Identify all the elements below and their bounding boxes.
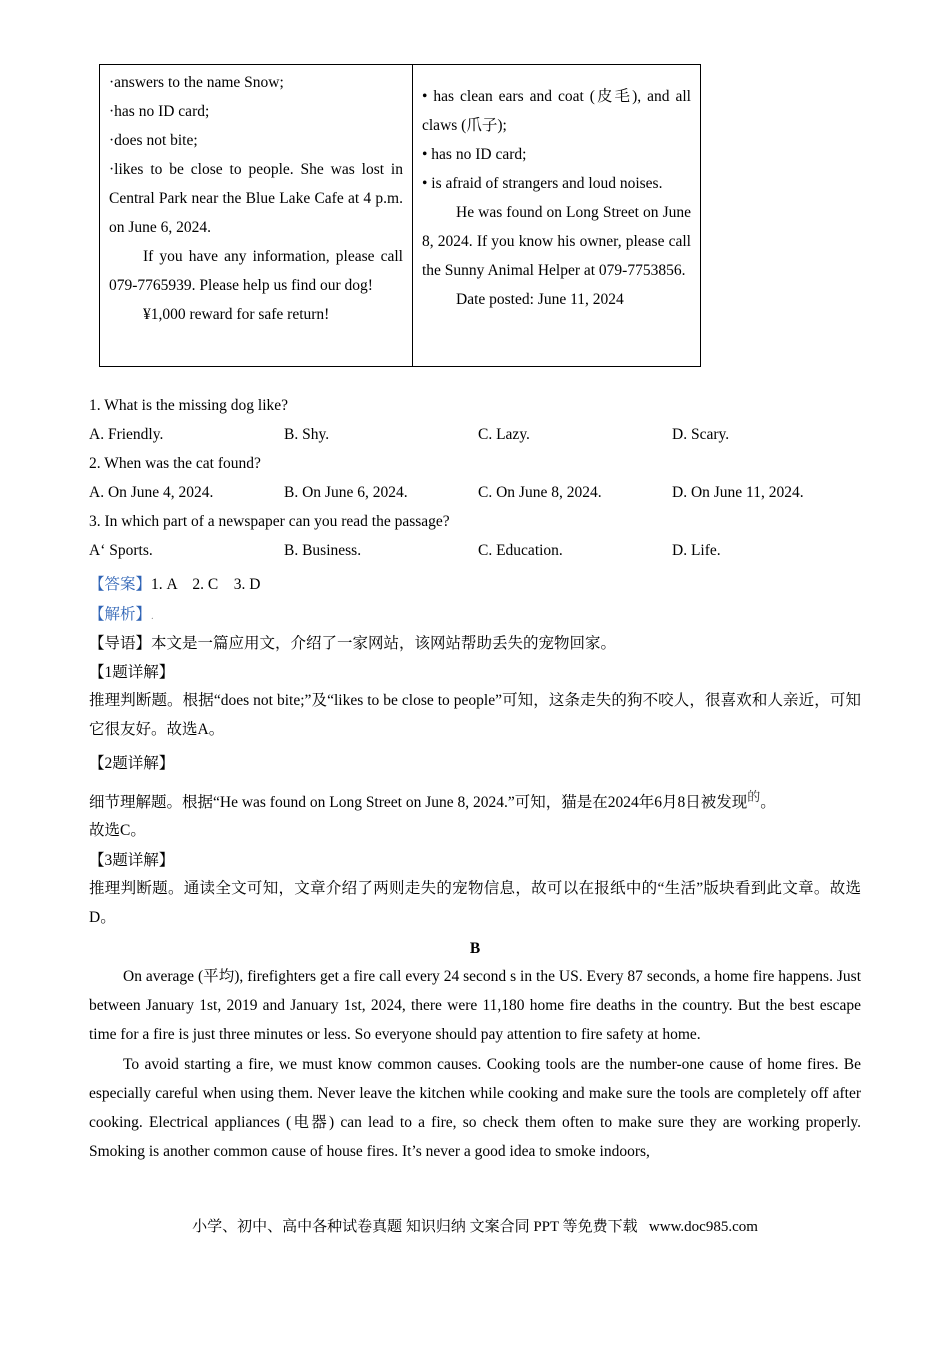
notice-line: • is afraid of strangers and loud noises. — [422, 175, 663, 192]
q1-detail-body — [89, 686, 861, 744]
q2-detail-choice: 故选C。 — [89, 822, 146, 839]
option-3b: B. Business. — [284, 542, 362, 559]
notice-contact: If you have any information, please call 079-7765939. Please help us find our dog! — [109, 248, 403, 294]
notice-line: ·likes to be close to people. She was lost in Central Park near the Blue Lake Cafe at 4 p.m. on June 6, 2024. — [109, 161, 403, 236]
passage-paragraph-2: To avoid starting a fire, we must know common causes. Cooking tools are the number-one cause of home fires. Be especially careful when using them. Never leave the kitchen while cooking and make sure the tools are completely off after cooking. Electrical appliances (电器) can lead to a fire, so check them often to make sure they are working properly. Smoking is another common cause of house fires. It’s never a good idea to smoke indoors, — [89, 1055, 861, 1161]
option-3a: Aʻ Sports. — [89, 542, 153, 559]
q1-detail-text: 推理判断题。根据“does not bite;”及“likes to be close to people”可知，这条走失的狗不咬人，很喜欢和人亲近，可知它很友好。故选A。 — [89, 692, 861, 739]
q1-detail-title: 【1题详解】 — [89, 664, 175, 681]
lost-dog-notice — [100, 65, 413, 366]
notice-date: Date posted: June 11, 2024 — [456, 291, 624, 308]
answer-label: 【答案】 — [89, 576, 152, 593]
notice-line: • has no ID card; — [422, 146, 527, 163]
option-1d: D. Scary. — [672, 426, 730, 443]
question-2: 2. When was the cat found? — [89, 455, 261, 472]
notice-line: ·answers to the name Snow; — [109, 74, 284, 91]
q3-detail-title: 【3题详解】 — [89, 852, 175, 869]
answer-text: 1. A 2. C 3. D — [151, 576, 261, 593]
notice-line: ·has no ID card; — [109, 103, 210, 120]
notice-line: ·does not bite; — [109, 132, 198, 149]
option-2d: D. On June 11, 2024. — [672, 484, 804, 501]
section-b-passage — [89, 962, 861, 1166]
q3-detail-body — [89, 874, 861, 932]
notice-reward: ¥1,000 reward for safe return! — [143, 306, 330, 323]
option-1b: B. Shy. — [284, 426, 330, 443]
notice-table — [99, 64, 701, 367]
analysis-label-line — [89, 602, 154, 624]
found-cat-notice — [413, 65, 700, 366]
page-footer: 小学、初中、高中各种试卷真题 知识归纳 文案合同 PPT 等免费下载 www.doc985.com — [192, 1219, 758, 1235]
analysis-intro: 【导语】本文是一篇应用文，介绍了一家网站，该网站帮助丢失的宠物回家。 — [89, 635, 617, 652]
passage-paragraph-1: On average (平均), firefighters get a fire call every 24 second s in the US. Every 87 seconds, a home fire happens. Just between January 1st, 2019 and January 1st, 2024, there were 11,180 home fire deaths in the country. But the best escape time for a fire is just three minutes or less. So everyone should pay attention to fire safety at home. — [89, 968, 861, 1044]
q2-detail-de: 的 — [747, 789, 761, 804]
analysis-label: 【解析】 — [89, 606, 152, 623]
question-1: 1. What is the missing dog like? — [89, 397, 289, 414]
option-2b: B. On June 6, 2024. — [284, 484, 408, 501]
option-3d: D. Life. — [672, 542, 721, 559]
analysis-dot: . — [151, 610, 154, 622]
option-3c: C. Education. — [478, 542, 563, 559]
q2-detail-title: 【2题详解】 — [89, 755, 175, 772]
q2-detail-text: 细节理解题。根据“He was found on Long Street on June 8, 2024.”可知，猫是在2024年6月8日被发现 — [89, 794, 748, 811]
option-2c: C. On June 8, 2024. — [478, 484, 602, 501]
notice-line: • has clean ears and coat (皮毛), and all claws (爪子); — [422, 88, 691, 134]
notice-found: He was found on Long Street on June 8, 2024. If you know his owner, please call the Sunny Animal Helper at 079-7753856. — [422, 204, 691, 279]
option-2a: A. On June 4, 2024. — [89, 484, 214, 501]
q2-detail-end: 。 — [760, 794, 776, 811]
section-b-heading: B — [469, 940, 481, 957]
question-3: 3. In which part of a newspaper can you read the passage? — [89, 513, 450, 530]
answer-line — [89, 572, 260, 594]
option-1c: C. Lazy. — [478, 426, 530, 443]
q3-detail-text: 推理判断题。通读全文可知，文章介绍了两则走失的宠物信息，故可以在报纸中的“生活”版块看到此文章。故选D。 — [89, 880, 861, 927]
q2-detail-body — [89, 786, 776, 812]
option-1a: A. Friendly. — [89, 426, 164, 443]
